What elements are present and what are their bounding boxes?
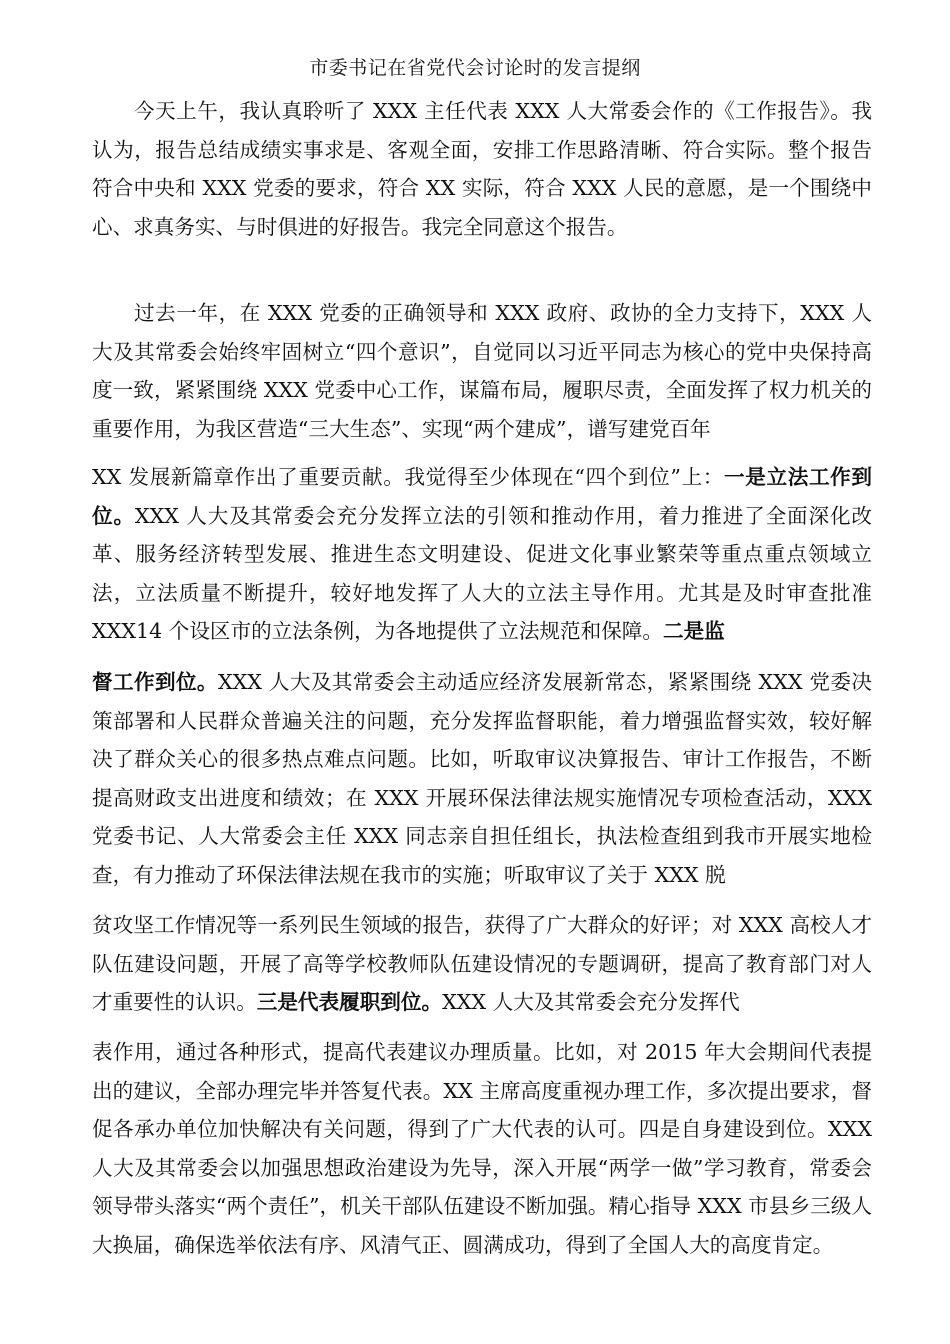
paragraph-6 bbox=[92, 1033, 872, 1264]
paragraph-3-heading-supervision-start: 二是监 bbox=[662, 619, 725, 643]
paragraph-3 bbox=[92, 458, 872, 651]
paragraph-4 bbox=[92, 663, 872, 894]
paragraph-2 bbox=[92, 294, 872, 448]
paragraph-5-heading-representatives: 三是代表履职到位。 bbox=[256, 990, 443, 1014]
paragraph-3-run-3: XXX 人大及其常委会充分发挥立法的引领和推动作用，着力推进了全面深化改革、服务经济转型发展、推进生态文明建设、促进文化事业繁荣等重点重点领域立法，立法质量不断提升，较好地发挥了人大的立法主导作用。尤其是及时审查批准 XXX14 个设区市的立法条例，为各地提供了立法规范和保障。 bbox=[92, 503, 873, 643]
document-title: 市委书记在省党代会讨论时的发言提纲 bbox=[309, 57, 641, 79]
paragraph-4-run-2: XXX 人大及其常委会主动适应经济发展新常态，紧紧围绕 XXX 党委决策部署和人民群众普遍关注的问题，充分发挥监督职能，着力增强监督实效，较好解决了群众关心的很多热点难点问题。比如，听取审议决算报告、审计工作报告，不断提高财政支出进度和绩效；在 XXX 开展环保法律法规实施情况专项检查活动，XXX 党委书记、人大常委会主任 XXX 同志亲自担任组长，执法检查组到我市开展实地检查，有力推动了环保法律法规在我市的实施；听取审议了关于 XXX 脱 bbox=[92, 670, 873, 887]
paragraph-2-run-1: 过去一年，在 XXX 党委的正确领导和 XXX 政府、政协的全力支持下，XXX 人大及其常委会始终牢固树立“四个意识”，自觉同以习近平同志为核心的党中央保持高度一致，紧紧围绕 XXX 党委中心工作，谋篇布局，履职尽责，全面发挥了权力机关的重要作用，为我区营造“三大生态”、实现“两个建成”，谱写建党百年 bbox=[92, 301, 872, 441]
paragraph-6-run-1: 表作用，通过各种形式，提高代表建议办理质量。比如，对 2015 年大会期间代表提出的建议，全部办理完毕并答复代表。XX 主席高度重视办理工作，多次提出要求，督促各承办单位加快解决有关问题，得到了广大代表的认可。四是自身建设到位。XXX 人大及其常委会以加强思想政治建设为先导，深入开展“两学一做”学习教育，常委会领导带头落实“两个责任”，机关干部队伍建设不断加强。精心指导 XXX 市县乡三级人大换届，确保选举依法有序、风清气正、圆满成功，得到了全国人大的高度肯定。 bbox=[92, 1040, 872, 1257]
paragraph-5-run-1: 贫攻坚工作情况等一系列民生领域的报告，获得了广大群众的好评；对 XXX 高校人才队伍建设问题，开展了高等学校教师队伍建设情况的专题调研，提高了教育部门对人才重要性的认识。 bbox=[92, 913, 872, 1014]
paragraph-1-run-1: 今天上午，我认真聆听了 XXX 主任代表 XXX 人大常委会作的《工作报告》。我认为，报告总结成绩实事求是、客观全面，安排工作思路清晰、符合实际。整个报告符合中央和 XXX 党委的要求，符合 XX 实际，符合 XXX 人民的意愿，是一个围绕中心、求真务实、与时俱进的好报告。我完全同意这个报告。 bbox=[92, 99, 872, 239]
paragraph-3-run-1: XX 发展新篇章作出了重要贡献。我觉得至少体现在“四个到位”上： bbox=[92, 465, 725, 489]
paragraph-5-run-3: XXX 人大及其常委会充分发挥代 bbox=[442, 990, 740, 1014]
paragraph-4-heading-supervision-end: 督工作到位。 bbox=[92, 670, 218, 694]
paragraph-3-heading-legislation: 一是立法工作到位。 bbox=[92, 465, 873, 528]
paragraph-1 bbox=[92, 92, 872, 246]
paragraph-5 bbox=[92, 906, 872, 1022]
